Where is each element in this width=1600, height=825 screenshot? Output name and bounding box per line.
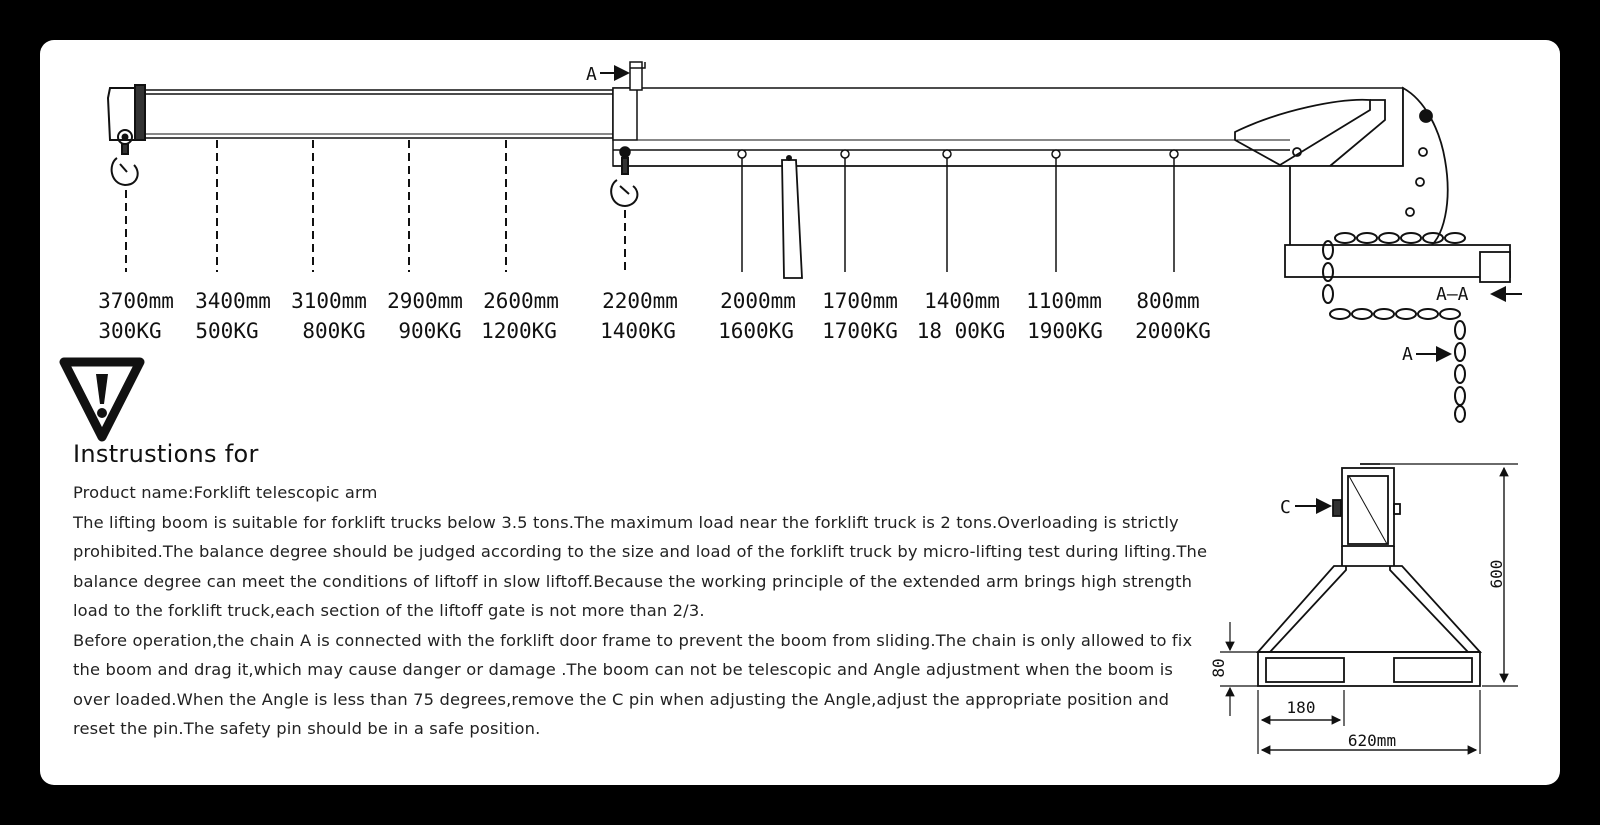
- capacity-load: 18 00KG: [916, 319, 1006, 343]
- capacity-load: 2000KG: [1135, 319, 1211, 343]
- inner-boom: [138, 90, 613, 138]
- capacity-load: 1700KG: [822, 319, 898, 343]
- capacity-length: 3700mm: [98, 289, 174, 313]
- capacity-load: 800KG: [302, 319, 366, 343]
- mast-bracket: [1235, 88, 1510, 282]
- capacity-length: 2600mm: [483, 289, 559, 313]
- capacity-load: 300KG: [98, 319, 162, 343]
- warning-icon: [64, 362, 140, 437]
- capacity-load: 1900KG: [1027, 319, 1103, 343]
- tip-hook: [108, 85, 145, 185]
- capacity-load: 500KG: [195, 319, 259, 343]
- instructions-paragraph: The lifting boom is suitable for forklift trucks below 3.5 tons.The maximum load near the forklift truck is 2 tons.Overloading is strictly prohibited.The balance degree should be judged according to the size and load of the forklift truck by micro-lifting test during lifting.The balance degree can meet the conditions of liftoff in slow liftoff.Because the working principle of the extended arm brings high strength load to the forklift truck,each section of the liftoff gate is not more than 2/3.: [73, 512, 1208, 620]
- product-name: Product name:Forklift telescopic arm: [73, 483, 378, 502]
- capacity-length: 1700mm: [822, 289, 898, 313]
- capacity-length: 800mm: [1136, 289, 1200, 313]
- label-a-top: A: [586, 64, 597, 85]
- capacity-load: 1600KG: [718, 319, 794, 343]
- label-c-pin: C: [1280, 497, 1291, 518]
- mid-hook: [611, 158, 637, 206]
- instructions-section: [73, 440, 1213, 744]
- capacity-length: 2000mm: [720, 289, 796, 313]
- capacity-length: 2900mm: [387, 289, 463, 313]
- capacity-length: 3400mm: [195, 289, 271, 313]
- dimension-total-width: 620mm: [1347, 731, 1397, 750]
- capacity-load: 1200KG: [481, 319, 557, 343]
- capacity-labels: [98, 289, 1211, 343]
- dimension-height: 600: [1487, 559, 1506, 589]
- fork-attachment-view: [1258, 464, 1480, 686]
- capacity-length: 2200mm: [602, 289, 678, 313]
- dimension-pocket-height: 80: [1209, 658, 1228, 678]
- capacity-length: 3100mm: [291, 289, 367, 313]
- support-leg: [782, 155, 802, 278]
- dimension-lines: [1220, 464, 1518, 754]
- diagram-panel: [40, 40, 1560, 785]
- dimension-pocket-width: 180: [1286, 698, 1316, 717]
- capacity-lines: [126, 140, 1178, 272]
- capacity-length: 1400mm: [924, 289, 1000, 313]
- capacity-length: 1100mm: [1026, 289, 1102, 313]
- label-a-chain: A: [1402, 344, 1413, 365]
- instructions-paragraph: Before operation,the chain A is connected with the forklift door frame to prevent the boom from sliding.The chain is only allowed to fix the boom and drag it,which may cause danger or damage .The boom can not be telescopic and Angle adjustment when the boom is over loaded.When the Angle is less than 75 degrees,remove the C pin when adjusting the Angle,adjust the appropriate position and reset the pin.The safety pin should be in a safe position.: [73, 630, 1193, 738]
- capacity-load: 900KG: [398, 319, 462, 343]
- capacity-load: 1400KG: [600, 319, 676, 343]
- instructions-title: Instrustions for: [73, 440, 259, 468]
- label-section-aa: A—A: [1436, 284, 1469, 305]
